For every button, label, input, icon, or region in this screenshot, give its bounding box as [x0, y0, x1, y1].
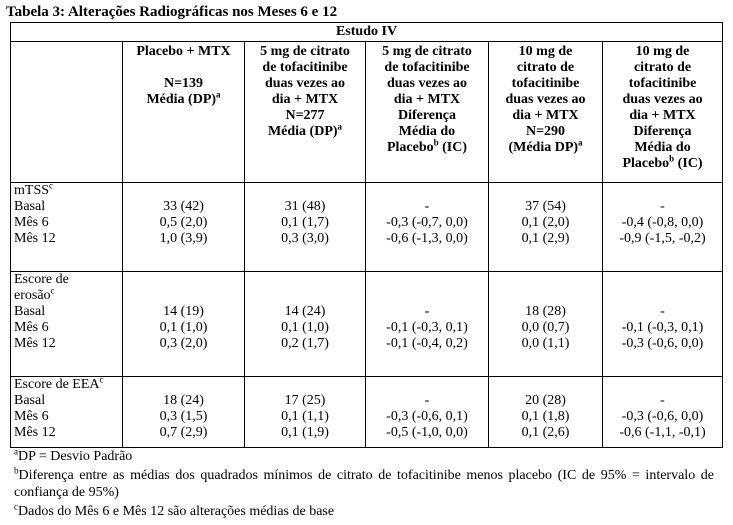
col-header-10mg-diff — [603, 42, 723, 183]
col-header-line: dia + MTX — [271, 92, 339, 107]
col-header-line: 5 mg de citrato — [382, 44, 472, 59]
col-header-line: Diferença — [397, 108, 457, 123]
footnote-a: $^a$DP = Desvio Padrão — [14, 446, 133, 464]
col-header-line: tofacitinibe — [511, 76, 580, 91]
col-header-10mg — [489, 42, 603, 183]
col-header-line: citrato de — [633, 60, 692, 75]
values-5mg: 14 (24) 0,1 (1,0) 0,2 (1,7) — [245, 272, 366, 377]
section-mtss — [11, 183, 723, 272]
row-labels: Escore de EEA$^c$ Basal Mês 6 Mês 12 — [11, 377, 123, 448]
col-header-line: duas vezes ao — [386, 76, 468, 91]
values-5mg: 31 (48) 0,1 (1,7) 0,3 (3,0) — [245, 183, 366, 272]
col-header-line: Média do — [634, 140, 691, 155]
col-header-line: dia + MTX — [512, 108, 579, 123]
values-10mg-diff: - -0,3 (-0,6, 0,0) -0,6 (-1,1, -0,1) — [603, 377, 723, 448]
row-labels: Escore de erosão$^c$ Basal Mês 6 Mês 12 — [11, 272, 123, 377]
col-header-line: Média do — [398, 124, 456, 139]
col-header-line: duas vezes ao — [264, 76, 346, 91]
col-header-5mg — [245, 42, 366, 183]
col-header-line: N=139 — [163, 76, 204, 91]
col-header-placebo — [123, 42, 245, 183]
row-label-header — [11, 42, 123, 183]
col-header-line: de tofacitinibe — [384, 60, 470, 75]
col-header-line: de tofacitinibe — [262, 60, 348, 75]
values-10mg: 20 (28) 0,1 (1,8) 0,1 (2,6) — [489, 377, 603, 448]
col-header-5mg-diff — [366, 42, 489, 183]
study-header: Estudo IV — [11, 23, 723, 42]
col-header-spacer — [123, 60, 244, 76]
values-10mg-diff: - -0,1 (-0,3, 0,1) -0,3 (-0,6, 0,0) — [603, 272, 723, 377]
col-header-line: Placebo + MTX — [136, 44, 231, 59]
values-5mg: 17 (25) 0,1 (1,1) 0,1 (1,9) — [245, 377, 366, 448]
values-5mg-diff: - -0,1 (-0,3, 0,1) -0,1 (-0,4, 0,2) — [366, 272, 489, 377]
values-placebo: 18 (24) 0,3 (1,5) 0,7 (2,9) — [123, 377, 245, 448]
col-header-line: duas vezes ao — [505, 92, 586, 107]
section-erosion — [11, 272, 723, 377]
values-10mg-diff: - -0,4 (-0,8, 0,0) -0,9 (-1,5, -0,2) — [603, 183, 723, 272]
values-placebo: 14 (19) 0,1 (1,0) 0,3 (2,0) — [123, 272, 245, 377]
col-header-line: Média (DP)$^a$ — [146, 89, 221, 107]
col-header-line: N=290 — [525, 124, 566, 139]
values-5mg-diff: - -0,3 (-0,6, 0,1) -0,5 (-1,0, 0,0) — [366, 377, 489, 448]
col-header-line: N=277 — [285, 108, 325, 123]
col-header-line: tofacitinibe — [628, 76, 697, 91]
col-header-line: duas vezes ao — [622, 92, 703, 107]
section-jsn — [11, 377, 723, 448]
col-header-line: 5 mg de citrato — [260, 44, 350, 59]
col-header-line: 10 mg de — [518, 44, 573, 59]
row-labels: mTSS$^c$ Basal Mês 6 Mês 12 — [11, 183, 123, 272]
values-placebo: 33 (42) 0,5 (2,0) 1,0 (3,9) — [123, 183, 245, 272]
values-5mg-diff: - -0,3 (-0,7, 0,0) -0,6 (-1,3, 0,0) — [366, 183, 489, 272]
col-header-line: dia + MTX — [393, 92, 461, 107]
table-title: Tabela 3: Alterações Radiográficas nos Meses 6 e 12 — [6, 4, 338, 20]
footnote-b: $^b$Diferença entre as médias dos quadrados mínimos de citrato de tofacitinibe menos placebo (IC de 95% = intervalo de confiança de 95%) — [14, 465, 714, 500]
values-10mg: 37 (54) 0,1 (2,0) 0,1 (2,9) — [489, 183, 603, 272]
col-header-line: citrato de — [516, 60, 575, 75]
col-header-line: Diferença — [633, 124, 692, 139]
values-10mg: 18 (28) 0,0 (0,7) 0,0 (1,1) — [489, 272, 603, 377]
col-header-line: (Média DP)$^a$ — [508, 137, 583, 155]
col-header-line: 10 mg de — [635, 44, 690, 59]
column-header-row — [11, 42, 723, 183]
radiographic-changes-table — [10, 22, 723, 448]
col-header-line: Placebo$^b$ (IC) — [622, 153, 703, 171]
footnote-c: $^c$Dados do Mês 6 e Mês 12 são alterações médias de base — [14, 501, 335, 519]
col-header-line: Média (DP)$^a$ — [267, 121, 343, 139]
col-header-line: dia + MTX — [629, 108, 696, 123]
col-header-line: Placebo$^b$ (IC) — [386, 137, 468, 155]
